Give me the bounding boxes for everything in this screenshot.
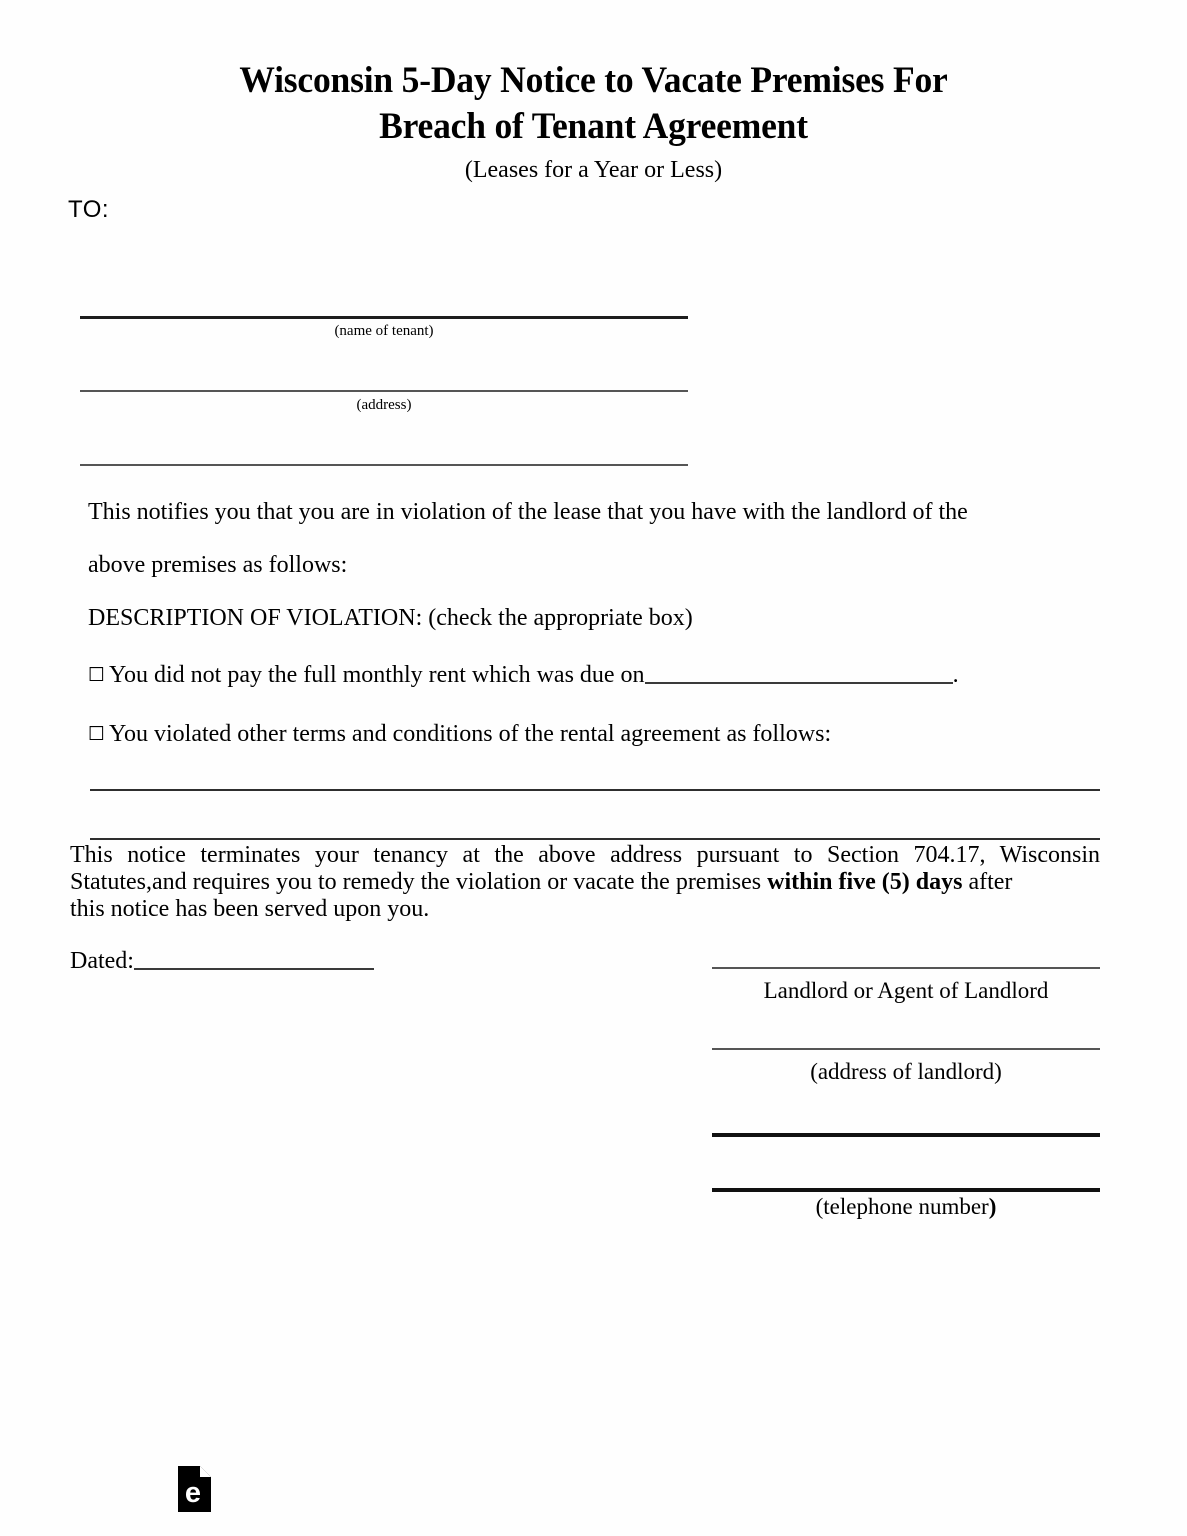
violation-option-1[interactable] (88, 660, 959, 690)
tenant-address-rule-2[interactable] (80, 464, 688, 466)
checkbox-unchecked-icon[interactable]: ☐ (88, 664, 106, 686)
landlord-telephone-rule-2[interactable] (712, 1188, 1100, 1192)
violation-option-1-label: You did not pay the full monthly rent which was due on (109, 662, 645, 688)
violation-description-rule-1[interactable] (90, 789, 1100, 791)
dated-field[interactable] (134, 948, 374, 970)
notice-last-line: this notice has been served upon you. (70, 896, 430, 922)
title-line-2: Breach of Tenant Agreement (379, 106, 808, 147)
notice-termination-paragraph (70, 842, 1100, 923)
document-title (24, 58, 1164, 150)
description-heading: DESCRIPTION OF VIOLATION: (check the appropriate box) (88, 605, 693, 631)
landlord-telephone-rule-1[interactable] (712, 1133, 1100, 1137)
tenant-name-caption: (name of tenant) (334, 323, 434, 339)
landlord-telephone-caption (712, 1193, 1100, 1221)
intro-line-1: This notifies you that you are in violation of the lease that you have with the landlord of the (88, 499, 968, 525)
landlord-address-caption: (address of landlord) (810, 1059, 1002, 1084)
tenant-address-rule[interactable] (80, 390, 688, 392)
violation-description-rule-2[interactable] (90, 838, 1100, 840)
landlord-address-rule[interactable] (712, 1048, 1100, 1050)
telephone-caption-text: (telephone number (815, 1194, 989, 1219)
violation-option-2[interactable] (88, 719, 831, 749)
dated-row[interactable] (70, 946, 374, 976)
eforms-logo (178, 1466, 211, 1512)
tenant-address-caption: (address) (356, 397, 412, 413)
intro-line-2: above premises as follows: (88, 552, 348, 578)
notice-part-2: after (962, 869, 1013, 895)
notice-part-1: This notice terminates your tenancy at the above address pursuant to Section 704.17, Wisconsin Statutes,and requires you to remedy the violation or vacate the premises (70, 842, 1100, 895)
landlord-signature-caption: Landlord or Agent of Landlord (763, 978, 1049, 1003)
dated-label: Dated: (70, 948, 134, 974)
svg-text:e: e (184, 1477, 202, 1509)
tenant-name-rule[interactable] (80, 316, 688, 319)
landlord-signature-rule[interactable] (712, 967, 1100, 969)
eforms-document-icon (178, 1466, 211, 1512)
rent-due-date-field[interactable] (645, 662, 953, 684)
violation-option-1-period: . (952, 662, 959, 688)
checkbox-unchecked-icon-2[interactable]: ☐ (88, 723, 106, 745)
document-subtitle: (Leases for a Year or Less) (464, 157, 723, 183)
notice-bold-phrase: within five (5) days (767, 869, 963, 895)
telephone-caption-paren: ) (988, 1194, 997, 1219)
to-label: TO: (68, 196, 110, 223)
title-line-1: Wisconsin 5-Day Notice to Vacate Premises For (239, 60, 948, 101)
violation-option-2-label: You violated other terms and conditions of the rental agreement as follows: (109, 721, 832, 747)
